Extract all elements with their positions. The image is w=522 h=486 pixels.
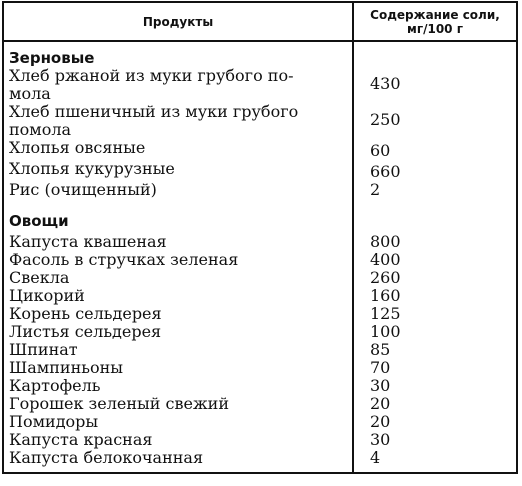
product-name: Капуста красная [3,431,353,449]
product-name: Цикорий [3,287,353,305]
product-name: Листья сельдерея [3,323,353,341]
salt-value: 4 [370,448,381,467]
header-row [3,2,517,41]
product-name [3,67,353,103]
table-row [3,181,517,199]
product-name: Фасоль в стручках зеленая [3,251,353,269]
header-products-label: Продукты [142,14,214,29]
product-name: Рис (очищенный) [3,181,353,199]
table-row [3,251,517,269]
product-name: Шпинат [3,341,353,359]
salt-value-text: 2 [370,180,381,199]
salt-value: 70 [370,358,391,377]
product-name: Горошек зеленый свежий [3,395,353,413]
product-name: Шампиньоны [3,359,353,377]
section-row-vegetables [3,199,517,233]
table-row [3,67,517,103]
header-products [3,2,353,41]
table-row [3,395,517,413]
table-row [3,103,517,139]
table-row [3,139,517,160]
section-title: Зерновые [3,41,353,67]
salt-value: 260 [370,268,401,287]
product-name: Капуста белокочанная [3,449,353,473]
table-row [3,449,517,473]
table-row [3,233,517,251]
table-row [3,431,517,449]
table-row [3,305,517,323]
table-row [3,341,517,359]
product-name: Капуста квашеная [3,233,353,251]
salt-value-text: 60 [370,141,391,160]
salt-value [353,181,517,199]
product-name: Свекла [3,269,353,287]
salt-value-text: 660 [370,162,401,181]
table-row [3,359,517,377]
salt-value: 800 [370,232,401,251]
table-row [3,377,517,395]
salt-value: 85 [370,340,391,359]
product-name: Хлопья кукурузные [3,160,353,181]
salt-value: 20 [370,394,391,413]
product-name: Картофель [3,377,353,395]
salt-value: 160 [370,286,401,305]
table-row [3,413,517,431]
salt-value: 100 [370,322,401,341]
table-row [3,323,517,341]
header-salt-line2: мг/100 г [407,21,463,36]
salt-value: 400 [370,250,401,269]
salt-value: 20 [370,412,391,431]
salt-value: 30 [370,430,391,449]
salt-value [353,139,517,160]
salt-value [353,67,517,103]
salt-value [353,103,517,139]
product-name: Хлопья овсяные [3,139,353,160]
product-name-text: Хлеб пшеничный из муки грубого помола [9,102,299,139]
table-row [3,269,517,287]
salt-value [353,160,517,181]
product-name: Корень сельдерея [3,305,353,323]
salt-value-text: 430 [370,74,401,93]
section-row-grains [3,41,517,67]
table-row [3,160,517,181]
product-name: Помидоры [3,413,353,431]
salt-content-table [2,1,518,474]
header-salt-line1: Содержание соли, [370,7,500,22]
product-name-text: Хлеб ржаной из муки грубого по- мола [9,66,294,103]
salt-value: 30 [370,376,391,395]
section-title: Овощи [3,199,353,233]
salt-value-text: 250 [370,110,401,129]
table-row [3,287,517,305]
header-salt-content [353,2,517,41]
salt-value: 125 [370,304,401,323]
product-name [3,103,353,139]
